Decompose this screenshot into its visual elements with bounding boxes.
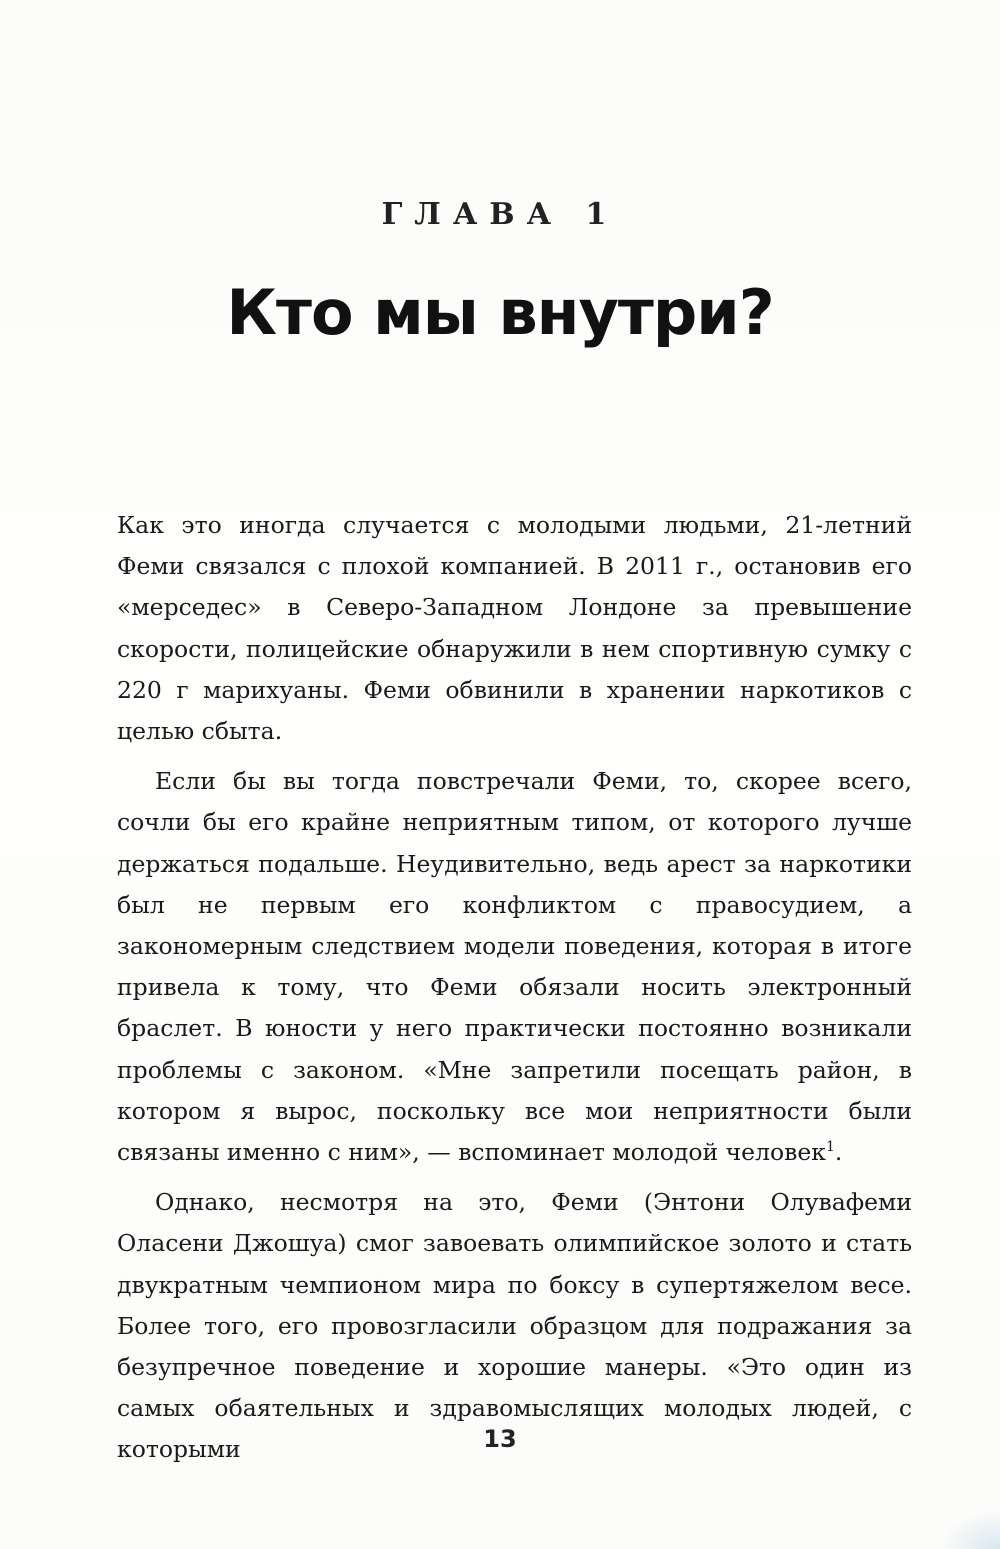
page-number: 13	[483, 1425, 517, 1453]
paragraph-3: Однако, несмотря на это, Феми (Энтони Олувафеми Оласени Джошуа) смог завоевать олимпийское золото и стать двукратным чемпионом мира по боксу в супертяжелом весе. Более того, его провозгласили образцом для подражания за безупречное поведение и хорошие манеры. «Это один из самых обаятельных и здравомыслящих молодых людей, с которыми	[117, 1188, 912, 1464]
paragraph-1: Как это иногда случается с молодыми людьми, 21-летний Феми связался с плохой компанией. В 2011 г., остановив его «мерседес» в Северо-Западном Лондоне за превышение скорости, полицейские обнаружили в нем спортивную сумку с 220 г марихуаны. Феми обвинили в хранении наркотиков с целью сбыта.	[117, 511, 912, 746]
chapter-label: ГЛАВА 1	[381, 197, 619, 232]
paragraph-2	[117, 761, 912, 1173]
paragraph-2-end: .	[834, 1138, 843, 1167]
scan-edge-shadow	[940, 1509, 1000, 1549]
body-text	[117, 505, 912, 1471]
paragraph-2-text: Если бы вы тогда повстречали Феми, то, скорее всего, сочли бы его крайне неприятным типом, от которого лучше держаться подальше. Неудивительно, ведь арест за наркотики был не первым его конфликтом с правосудием, а закономерным следствием модели поведения, которая в итоге привела к тому, что Феми обязали носить электронный браслет. В юности у него практически постоянно возникали проблемы с законом. «Мне запретили посещать район, в котором я вырос, поскольку все мои неприятности были связаны именно с ним», — вспоминает молодой человек	[117, 767, 912, 1167]
chapter-title: Кто мы внутри?	[226, 276, 774, 349]
footnote-reference[interactable]: 1	[826, 1139, 835, 1156]
